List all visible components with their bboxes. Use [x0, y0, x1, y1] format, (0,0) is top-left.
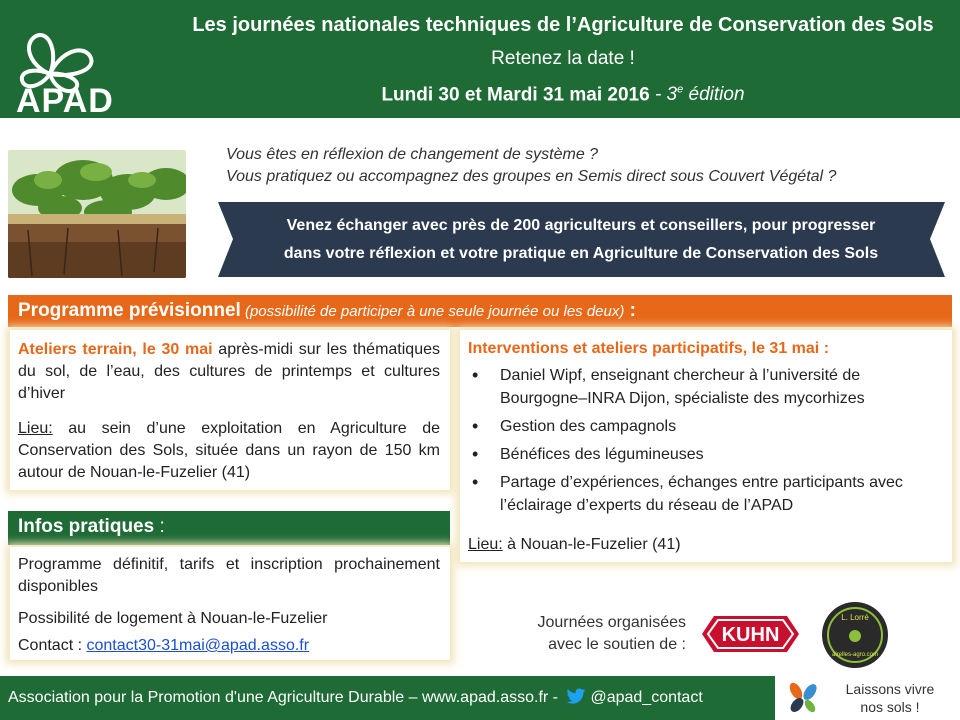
kuhn-logo [698, 608, 803, 660]
sponsors-text: Journées organisées avec le soutien de : [537, 614, 686, 653]
apad-leaf-icon [785, 680, 821, 716]
twitter-handle[interactable]: @apad_contact [590, 689, 703, 706]
svg-text:L. Lorré: L. Lorré [841, 613, 869, 622]
day2-heading: Interventions et ateliers participatifs, le 31 mai : [468, 340, 830, 357]
event-date [168, 84, 958, 106]
crop-soil-photo [8, 150, 186, 278]
infos-line-lodging: Possibilité de logement à Nouan-le-Fuzelier [18, 610, 328, 627]
day1-heading: Ateliers terrain, le 30 mai [18, 341, 213, 358]
event-subtitle: Retenez la date ! [491, 48, 635, 69]
programme-note: (possibilité de participer à une seule journée ou les deux) [240, 303, 625, 320]
kuhn-logo-text: KUHN [721, 624, 780, 646]
intro-banner-text: Venez échanger avec près de 200 agriculteurs et conseillers, pour progresser dans votre réflexion et votre pratique en Agriculture de Conservation des Sols [283, 217, 879, 262]
day2-location: Lieu: à Nouan-le-Fuzelier (41) [468, 536, 681, 553]
event-edition: - 3e édition [649, 84, 745, 106]
lorre-logo [820, 600, 890, 670]
intro-question-1: Vous êtes en réflexion de changement de système ? [226, 146, 599, 163]
apad-logo-text: APAD [16, 82, 114, 120]
infos-line-program: Programme définitif, tarifs et inscription prochainement disponibles [18, 556, 440, 595]
event-title: Les journées nationales techniques de l’Agriculture de Conservation des Sols [192, 14, 934, 36]
footer-text: Association pour la Promotion d'une Agriculture Durable – www.apad.asso.fr - @apad_contact [8, 689, 703, 706]
list-item: • Partage d’expériences, échanges entre participants avec l’éclairage d’experts du réseau de l’APAD [468, 471, 948, 517]
svg-text:airelles-agro.com: airelles-agro.com [831, 652, 879, 658]
twitter-bird-icon[interactable] [566, 688, 586, 705]
intro-question-2: Vous pratiquez ou accompagnez des groupes en Semis direct sous Couvert Végétal ? [226, 168, 837, 185]
list-item: • Bénéfices des légumineuses [468, 443, 948, 466]
day1-description: Ateliers terrain, le 30 mai après-midi sur les thématiques du sol, de l’eau, des cultures de printemps et cultures d’hiver [18, 341, 440, 402]
day2-list [468, 364, 948, 522]
list-item: • Daniel Wipf, enseignant chercheur à l’université de Bourgogne–INRA Dijon, spécialiste des mycorhizes [468, 364, 948, 410]
contact-email-link[interactable]: contact30-31mai@apad.asso.fr [86, 637, 310, 654]
header-angled-edge [0, 118, 960, 138]
day1-location: Lieu: au sein d’une exploitation en Agriculture de Conservation des Sols, située dans un rayon de 150 km autour de Nouan-le-Fuzelier (41) [18, 420, 440, 481]
event-date-days: Lundi 30 et Mardi 31 mai 2016 [381, 84, 650, 106]
infos-title: Infos pratiques : [18, 516, 165, 537]
infos-contact: Contact : contact30-31mai@apad.asso.fr [18, 637, 310, 654]
slogan: Laissons vivre nos sols ! [845, 681, 935, 715]
programme-title: Programme prévisionnel (possibilité de participer à une seule journée ou les deux) : [18, 300, 636, 321]
list-item: • Gestion des campagnols [468, 415, 948, 438]
